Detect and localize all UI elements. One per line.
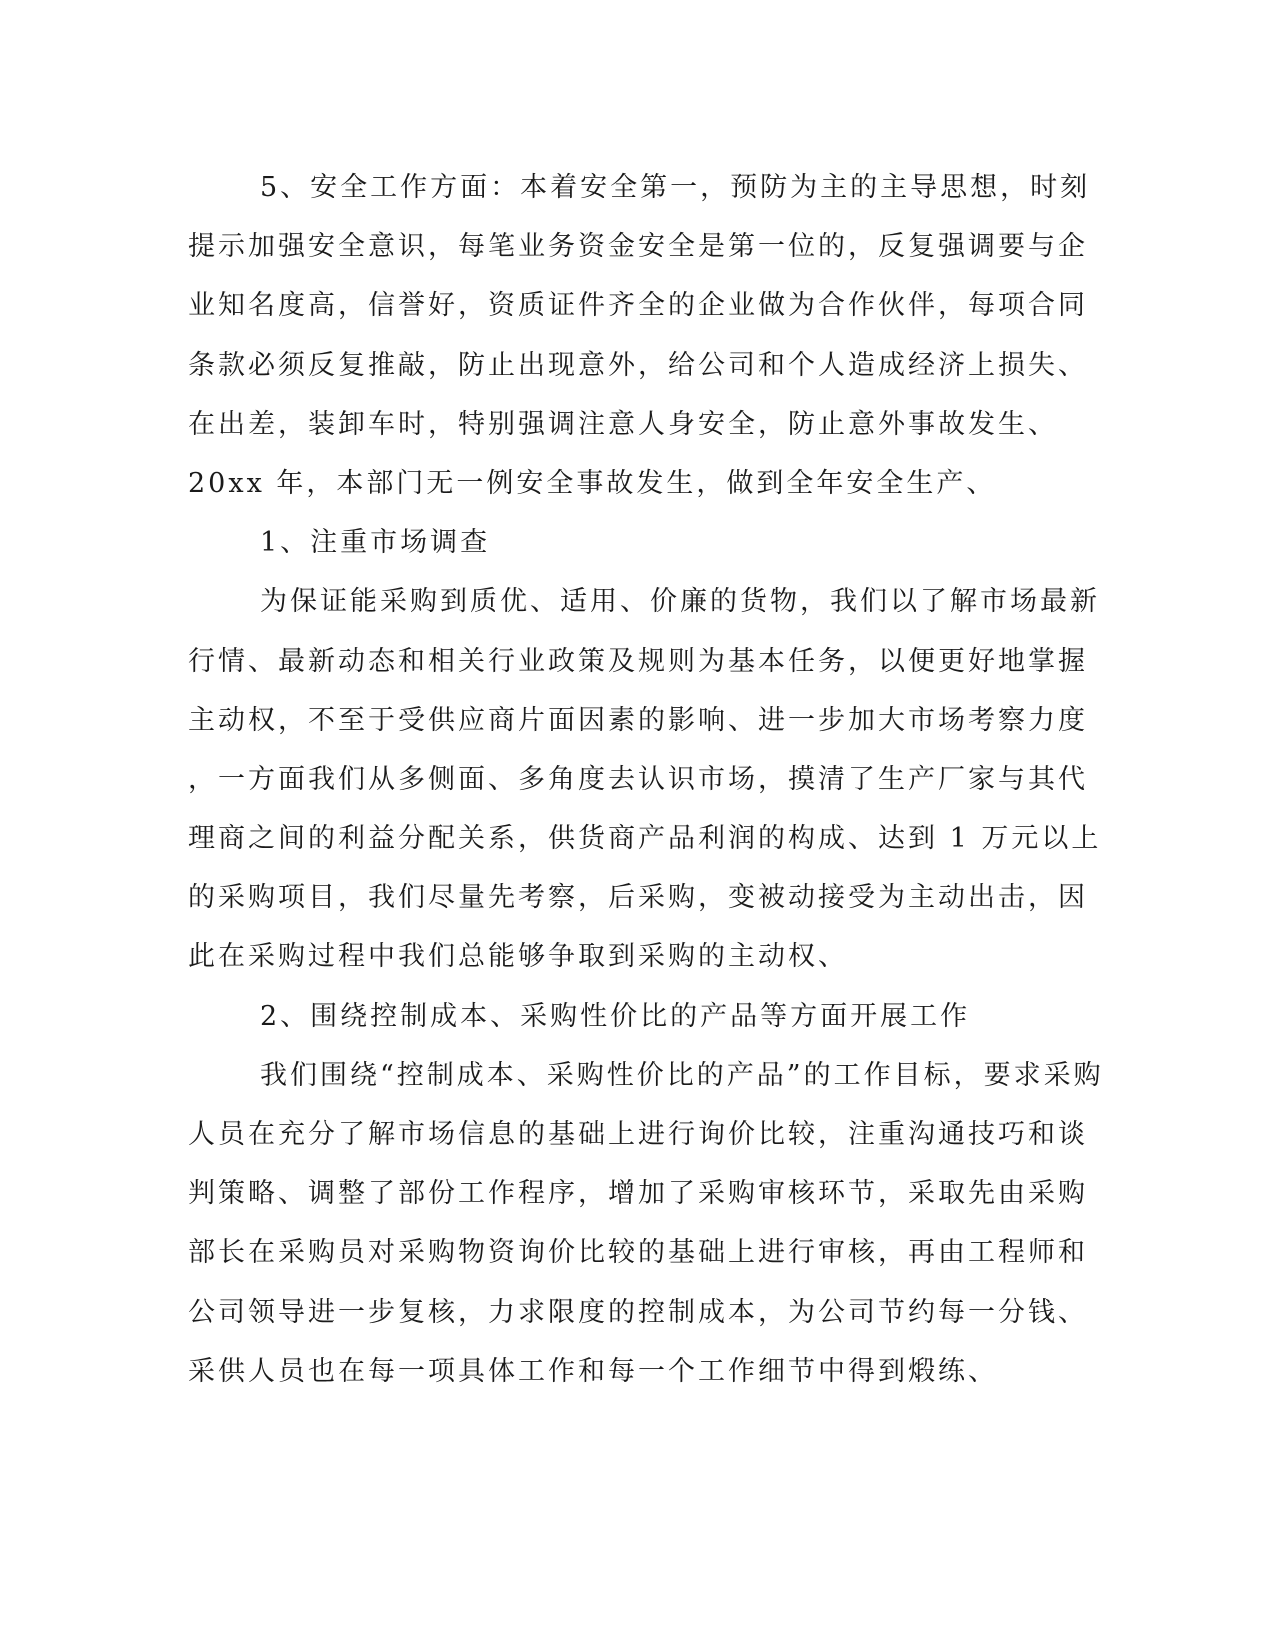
text-line: 判策略、调整了部份工作程序，增加了采购审核环节，采取先由采购: [188, 1178, 1088, 1210]
text-line: 此在采购过程中我们总能够争取到采购的主动权、: [188, 941, 848, 973]
text-line: 部长在采购员对采购物资询价比较的基础上进行审核，再由工程师和: [188, 1237, 1088, 1269]
text-line: 行情、最新动态和相关行业政策及规则为基本任务，以便更好地掌握: [188, 645, 1088, 677]
document-body: [188, 158, 1104, 1401]
text-line: 2、围绕控制成本、采购性价比的产品等方面开展工作: [260, 1000, 971, 1032]
text-line: 业知名度高，信誉好，资质证件齐全的企业做为合作伙伴，每项合同: [188, 290, 1088, 322]
text-line: 20xx 年，本部门无一例安全事故发生，做到全年安全生产、: [188, 467, 997, 499]
text-line: 提示加强安全意识，每笔业务资金安全是第一位的，反复强调要与企: [188, 231, 1088, 263]
text-line: 人员在充分了解市场信息的基础上进行询价比较，注重沟通技巧和谈: [188, 1119, 1088, 1150]
text-line: 条款必须反复推敲，防止出现意外，给公司和个人造成经济上损失、: [188, 349, 1088, 381]
text-line: 采供人员也在每一项具体工作和每一个工作细节中得到煅练、: [188, 1355, 998, 1387]
text-line: 为保证能采购到质优、适用、价廉的货物，我们以了解市场最新: [260, 586, 1100, 618]
text-line: 5、安全工作方面：本着安全第一，预防为主的主导思想，时刻: [260, 172, 1091, 203]
text-line: 公司领导进一步复核，力求限度的控制成本，为公司节约每一分钱、: [188, 1296, 1088, 1328]
text-line: 我们围绕“控制成本、采购性价比的产品”的工作目标，要求采购: [260, 1059, 1104, 1091]
text-line: 理商之间的利益分配关系，供货商产品利润的构成、达到 1 万元以上: [188, 823, 1102, 855]
text-line: 1、注重市场调查: [260, 527, 491, 559]
text-line: 主动权，不至于受供应商片面因素的影响、进一步加大市场考察力度: [188, 704, 1088, 736]
text-line: 的采购项目，我们尽量先考察，后采购，变被动接受为主动出击，因: [188, 882, 1088, 914]
text-line: ，一方面我们从多侧面、多角度去认识市场，摸清了生产厂家与其代: [188, 763, 1088, 795]
text-line: 在出差，装卸车时，特别强调注意人身安全，防止意外事故发生、: [188, 408, 1058, 440]
